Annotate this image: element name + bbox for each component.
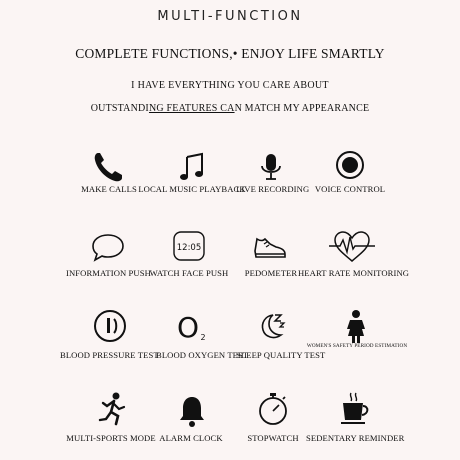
subtitle-line-2: OUTSTANDING FEATURES CAN MATCH MY APPEARANCE: [90, 103, 370, 114]
heart-rate-icon: [328, 227, 376, 267]
running-person-icon: [92, 389, 132, 429]
feature-local-music-playback: LOCAL MUSIC PLAYBACK: [138, 184, 246, 194]
phone-icon: [88, 147, 128, 187]
oxygen-subscript: 2: [200, 333, 206, 342]
feature-watch-face-push: WATCH FACE PUSH: [149, 268, 229, 278]
feature-voice-control: VOICE CONTROL: [314, 184, 386, 194]
watch-face-icon: [169, 227, 209, 267]
headline: COMPLETE FUNCTIONS,• ENJOY LIFE SMARTLY: [75, 46, 385, 61]
watch-face-time: 12:05: [176, 243, 202, 253]
feature-sedentary-reminder: SEDENTARY REMINDER: [306, 433, 405, 443]
subtitle-line-1: I HAVE EVERYTHING YOU CARE ABOUT: [131, 80, 329, 91]
microphone-icon: [251, 147, 291, 187]
feature-heart-rate-monitoring: HEART RATE MONITORING: [298, 268, 410, 278]
feature-sleep-quality-test: SLEEP QUALITY TEST: [236, 350, 326, 360]
oxygen-symbol: O: [176, 311, 200, 344]
record-button-icon: [330, 147, 370, 187]
feature-make-calls: MAKE CALLS: [81, 184, 137, 194]
music-note-icon: [172, 147, 212, 187]
feature-blood-pressure-test: BLOOD PRESSURE TEST: [60, 350, 159, 360]
coffee-cup-icon: [334, 389, 374, 429]
feature-alarm-clock: ALARM CLOCK: [159, 433, 223, 443]
sneaker-icon: [250, 227, 290, 267]
page-title: MULTI-FUNCTION: [157, 9, 303, 24]
woman-figure-icon: [336, 306, 376, 346]
chat-bubble-icon: [88, 227, 128, 267]
feature-stopwatch: STOPWATCH: [247, 433, 299, 443]
feature-pedometer: PEDOMETER: [244, 268, 298, 278]
feature-information-push: INFORMATION PUSH: [66, 268, 151, 278]
bell-icon: [172, 391, 212, 431]
oxygen-icon: [172, 306, 212, 346]
moon-sleep-icon: [253, 306, 293, 346]
feature-multi-sports-mode: MULTI-SPORTS MODE: [66, 433, 156, 443]
stopwatch-icon: [253, 389, 293, 429]
feature-blood-oxygen-test: BLOOD OXYGEN TEST: [156, 350, 249, 360]
feature-womens-safety-period: WOMEN'S SAFETY PERIOD ESTIMATION: [306, 343, 408, 349]
feature-live-recording: LIVE RECORDING: [236, 184, 310, 194]
blood-pressure-gauge-icon: [90, 306, 130, 346]
